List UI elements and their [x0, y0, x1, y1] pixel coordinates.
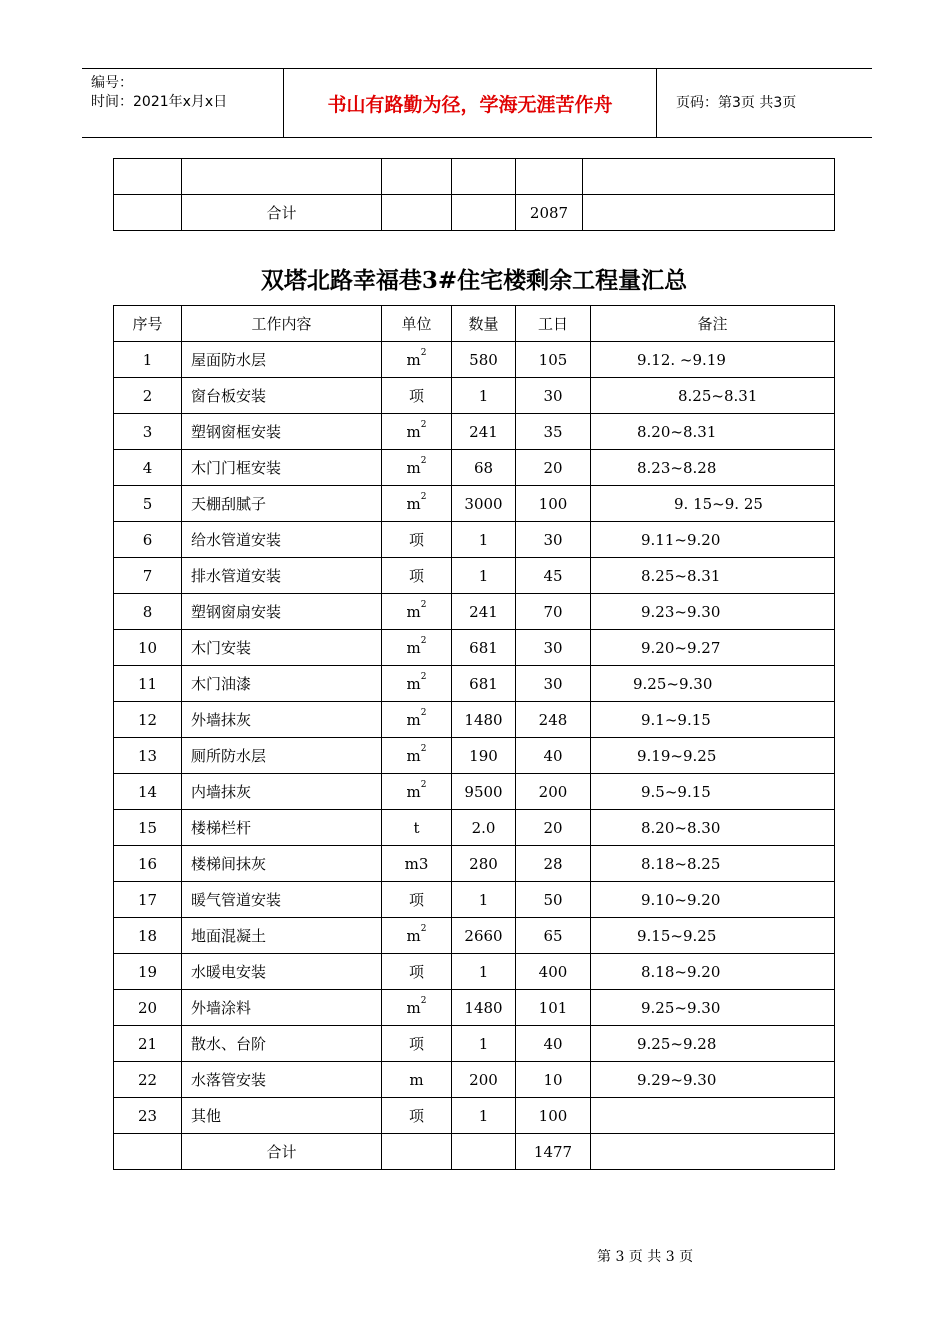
quantity: 3000 — [452, 486, 516, 522]
note: 9.19~9.25 — [591, 738, 835, 774]
table-row — [114, 486, 835, 522]
date-label: 时间：2021年x月x日 — [91, 94, 228, 110]
work-content: 屋面防水层 — [182, 342, 382, 378]
quantity: 2660 — [452, 918, 516, 954]
work-content: 天棚刮腻子 — [182, 486, 382, 522]
unit-cell — [382, 954, 452, 990]
work-content: 水暖电安装 — [182, 954, 382, 990]
work-content: 塑钢窗扇安装 — [182, 594, 382, 630]
work-days: 400 — [516, 954, 591, 990]
unit: 项 — [408, 963, 424, 981]
quantity: 681 — [452, 666, 516, 702]
row-number: 5 — [114, 486, 182, 522]
work-days: 65 — [516, 918, 591, 954]
row-number: 2 — [114, 378, 182, 414]
quantity: 1 — [452, 558, 516, 594]
table-header-row — [114, 306, 835, 342]
col-header: 序号 — [114, 306, 182, 342]
quantity: 681 — [452, 630, 516, 666]
quantity: 68 — [452, 450, 516, 486]
note: 8.18~9.20 — [591, 954, 835, 990]
work-days: 105 — [516, 342, 591, 378]
table-row — [114, 954, 835, 990]
note: 9.10~9.20 — [591, 882, 835, 918]
note: 9.15~9.25 — [591, 918, 835, 954]
work-content: 地面混凝土 — [182, 918, 382, 954]
col-header: 工日 — [516, 306, 591, 342]
unit-cell — [382, 882, 452, 918]
table-row — [114, 846, 835, 882]
work-content: 内墙抹灰 — [182, 774, 382, 810]
row-number: 7 — [114, 558, 182, 594]
unit-cell — [382, 1062, 452, 1098]
row-number: 21 — [114, 1026, 182, 1062]
row-number: 16 — [114, 846, 182, 882]
unit: m — [406, 782, 421, 801]
work-days: 20 — [516, 450, 591, 486]
work-days: 35 — [516, 414, 591, 450]
unit-exponent: 2 — [420, 707, 427, 718]
unit-cell — [382, 918, 452, 954]
work-days: 28 — [516, 846, 591, 882]
unit: m — [406, 746, 421, 765]
work-days: 40 — [516, 738, 591, 774]
work-content: 外墙抹灰 — [182, 702, 382, 738]
work-content: 排水管道安装 — [182, 558, 382, 594]
row-number: 18 — [114, 918, 182, 954]
row-number: 15 — [114, 810, 182, 846]
unit: m — [406, 638, 421, 657]
work-content: 楼梯间抹灰 — [182, 846, 382, 882]
unit: 项 — [408, 1107, 424, 1125]
col-header: 单位 — [382, 306, 452, 342]
row-number: 8 — [114, 594, 182, 630]
unit: m — [406, 674, 421, 693]
col-header: 工作内容 — [182, 306, 382, 342]
quantity: 1 — [452, 522, 516, 558]
unit-exponent: 2 — [420, 455, 427, 466]
header-left-cell — [82, 69, 284, 137]
work-content: 木门油漆 — [182, 666, 382, 702]
work-days: 10 — [516, 1062, 591, 1098]
row-number: 13 — [114, 738, 182, 774]
quantity: 241 — [452, 414, 516, 450]
work-days: 40 — [516, 1026, 591, 1062]
table-row — [114, 774, 835, 810]
work-days: 100 — [516, 1098, 591, 1134]
unit: m3 — [404, 854, 429, 873]
quantity: 580 — [452, 342, 516, 378]
note: 9.5~9.15 — [591, 774, 835, 810]
unit-cell — [382, 810, 452, 846]
unit-cell — [382, 630, 452, 666]
unit-cell — [382, 738, 452, 774]
note — [591, 1098, 835, 1134]
total-row — [114, 1134, 835, 1170]
quantity: 9500 — [452, 774, 516, 810]
quantity: 1 — [452, 1098, 516, 1134]
work-content: 给水管道安装 — [182, 522, 382, 558]
note: 8.20~8.31 — [591, 414, 835, 450]
motto: 书山有路勤为径，学海无涯苦作舟 — [284, 69, 657, 137]
table-row — [114, 594, 835, 630]
note: 9.25~9.30 — [591, 990, 835, 1026]
table-row — [114, 918, 835, 954]
unit: m — [409, 1070, 424, 1089]
page-label: 页码：第3页 共3页 — [676, 95, 797, 111]
row-number: 4 — [114, 450, 182, 486]
work-days: 30 — [516, 630, 591, 666]
row-number: 23 — [114, 1098, 182, 1134]
unit-cell — [382, 558, 452, 594]
work-days: 248 — [516, 702, 591, 738]
note: 9.23~9.30 — [591, 594, 835, 630]
unit-exponent: 2 — [420, 599, 427, 610]
unit-cell — [382, 342, 452, 378]
unit-cell — [382, 666, 452, 702]
unit: m — [406, 458, 421, 477]
row-number: 17 — [114, 882, 182, 918]
unit-cell — [382, 774, 452, 810]
table-row — [114, 195, 835, 231]
note: 9.12. ~9.19 — [591, 342, 835, 378]
total-label: 合计 — [182, 195, 382, 231]
row-number: 22 — [114, 1062, 182, 1098]
unit-cell — [382, 486, 452, 522]
unit-cell — [382, 990, 452, 1026]
total-label: 合计 — [182, 1134, 382, 1170]
table-row — [114, 882, 835, 918]
quantity: 2.0 — [452, 810, 516, 846]
unit-exponent: 2 — [420, 635, 427, 646]
work-content: 木门门框安装 — [182, 450, 382, 486]
unit: 项 — [408, 1035, 424, 1053]
note: 9.25~9.30 — [591, 666, 835, 702]
row-number: 14 — [114, 774, 182, 810]
quantity: 1 — [452, 1026, 516, 1062]
unit-cell — [382, 522, 452, 558]
row-number: 19 — [114, 954, 182, 990]
table-row — [114, 990, 835, 1026]
row-number: 6 — [114, 522, 182, 558]
unit: m — [406, 494, 421, 513]
unit-exponent: 2 — [420, 995, 427, 1006]
work-content: 其他 — [182, 1098, 382, 1134]
work-content: 外墙涂料 — [182, 990, 382, 1026]
table-row — [114, 522, 835, 558]
note: 9.1~9.15 — [591, 702, 835, 738]
unit: m — [406, 926, 421, 945]
table-row — [114, 702, 835, 738]
work-days: 100 — [516, 486, 591, 522]
table-row — [114, 342, 835, 378]
unit-cell — [382, 702, 452, 738]
unit-exponent: 2 — [420, 491, 427, 502]
row-number: 12 — [114, 702, 182, 738]
unit-exponent: 2 — [420, 419, 427, 430]
quantity: 190 — [452, 738, 516, 774]
unit-cell — [382, 594, 452, 630]
note: 8.25~8.31 — [591, 558, 835, 594]
unit: m — [406, 602, 421, 621]
unit-cell — [382, 1026, 452, 1062]
work-days: 30 — [516, 522, 591, 558]
table-row — [114, 1098, 835, 1134]
unit-cell — [382, 378, 452, 414]
col-header: 数量 — [452, 306, 516, 342]
page-title: 双塔北路幸福巷3#住宅楼剩余工程量汇总 — [260, 267, 688, 294]
code-label: 编号： — [91, 75, 133, 91]
note: 9.20~9.27 — [591, 630, 835, 666]
table-row — [114, 1062, 835, 1098]
work-days: 70 — [516, 594, 591, 630]
table-row — [114, 159, 835, 195]
table-row — [114, 1026, 835, 1062]
work-days: 20 — [516, 810, 591, 846]
unit-exponent: 2 — [420, 347, 427, 358]
table-row — [114, 450, 835, 486]
unit-exponent: 2 — [420, 923, 427, 934]
unit: 项 — [408, 567, 424, 585]
table-row — [114, 558, 835, 594]
row-number: 20 — [114, 990, 182, 1026]
unit-exponent: 2 — [420, 743, 427, 754]
unit: m — [406, 710, 421, 729]
work-days: 30 — [516, 378, 591, 414]
quantity: 241 — [452, 594, 516, 630]
table-row — [114, 738, 835, 774]
quantity: 1480 — [452, 702, 516, 738]
total-value: 2087 — [516, 195, 583, 231]
unit-exponent: 2 — [420, 671, 427, 682]
table-row — [114, 378, 835, 414]
unit: 项 — [408, 531, 424, 549]
work-days: 50 — [516, 882, 591, 918]
unit: 项 — [408, 387, 424, 405]
quantity: 1 — [452, 954, 516, 990]
work-summary-table — [113, 305, 835, 1170]
note: 9. 15~9. 25 — [591, 486, 835, 522]
work-content: 窗台板安装 — [182, 378, 382, 414]
note: 8.23~8.28 — [591, 450, 835, 486]
page-header — [82, 68, 872, 138]
work-content: 木门安装 — [182, 630, 382, 666]
unit-exponent: 2 — [420, 779, 427, 790]
work-days: 101 — [516, 990, 591, 1026]
quantity: 200 — [452, 1062, 516, 1098]
work-content: 水落管安装 — [182, 1062, 382, 1098]
unit: m — [406, 998, 421, 1017]
work-content: 散水、台阶 — [182, 1026, 382, 1062]
note: 9.25~9.28 — [591, 1026, 835, 1062]
unit: t — [413, 818, 420, 837]
unit: m — [406, 422, 421, 441]
previous-table-tail — [113, 158, 835, 231]
note: 8.25~8.31 — [591, 378, 835, 414]
unit: m — [406, 350, 421, 369]
unit-cell — [382, 450, 452, 486]
work-days: 200 — [516, 774, 591, 810]
work-content: 暖气管道安装 — [182, 882, 382, 918]
row-number: 10 — [114, 630, 182, 666]
unit-cell — [382, 1098, 452, 1134]
work-content: 厕所防水层 — [182, 738, 382, 774]
total-value: 1477 — [516, 1134, 591, 1170]
work-content: 塑钢窗框安装 — [182, 414, 382, 450]
quantity: 1 — [452, 378, 516, 414]
col-header: 备注 — [591, 306, 835, 342]
page-footer: 第 3 页 共 3 页 — [597, 1249, 694, 1265]
note: 8.20~8.30 — [591, 810, 835, 846]
table-row — [114, 666, 835, 702]
row-number: 11 — [114, 666, 182, 702]
unit-cell — [382, 846, 452, 882]
work-content: 楼梯栏杆 — [182, 810, 382, 846]
table-row — [114, 630, 835, 666]
unit-cell — [382, 414, 452, 450]
note: 9.11~9.20 — [591, 522, 835, 558]
row-number: 1 — [114, 342, 182, 378]
table-row — [114, 414, 835, 450]
unit: 项 — [408, 891, 424, 909]
work-days: 30 — [516, 666, 591, 702]
quantity: 1 — [452, 882, 516, 918]
row-number: 3 — [114, 414, 182, 450]
quantity: 1480 — [452, 990, 516, 1026]
quantity: 280 — [452, 846, 516, 882]
note: 9.29~9.30 — [591, 1062, 835, 1098]
table-row — [114, 810, 835, 846]
work-days: 45 — [516, 558, 591, 594]
note: 8.18~8.25 — [591, 846, 835, 882]
